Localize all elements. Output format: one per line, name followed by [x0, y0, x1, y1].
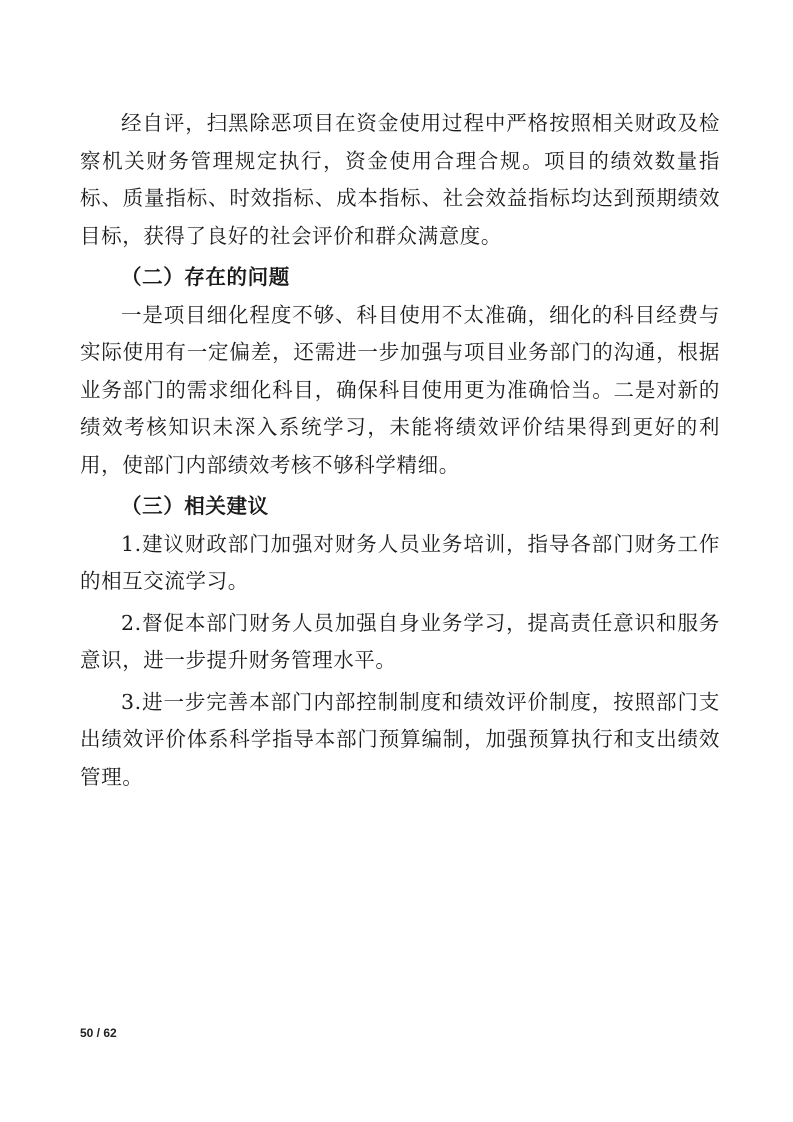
- page-number: 50 / 62: [80, 1026, 117, 1040]
- section-heading-problems: （二）存在的问题: [121, 265, 290, 289]
- paragraph-suggestion-3: 3.进一步完善本部门内部控制制度和绩效评价制度，按照部门支出绩效评价体系科学指导本部门预算编制，加强预算执行和支出绩效管理。: [80, 689, 720, 789]
- section-heading-suggestions: （三）相关建议: [121, 494, 269, 518]
- paragraph-self-evaluation: 经自评，扫黑除恶项目在资金使用过程中严格按照相关财政及检察机关财务管理规定执行，资金使用合理合规。项目的绩效数量指标、质量指标、时效指标、成本指标、社会效益指标均达到预期绩效目标，获得了良好的社会评价和群众满意度。: [80, 111, 720, 248]
- paragraph-problems: 一是项目细化程度不够、科目使用不太准确，细化的科目经费与实际使用有一定偏差，还需进一步加强与项目业务部门的沟通，根据业务部门的需求细化科目，确保科目使用更为准确恰当。二是对新的绩效考核知识未深入系统学习，未能将绩效评价结果得到更好的利用，使部门内部绩效考核不够科学精细。: [80, 302, 720, 477]
- paragraph-suggestion-2: 2.督促本部门财务人员加强自身业务学习，提高责任意识和服务意识，进一步提升财务管理水平。: [80, 610, 720, 672]
- paragraph-suggestion-1: 1.建议财政部门加强对财务人员业务培训，指导各部门财务工作的相互交流学习。: [80, 531, 720, 593]
- document-body: [80, 105, 720, 796]
